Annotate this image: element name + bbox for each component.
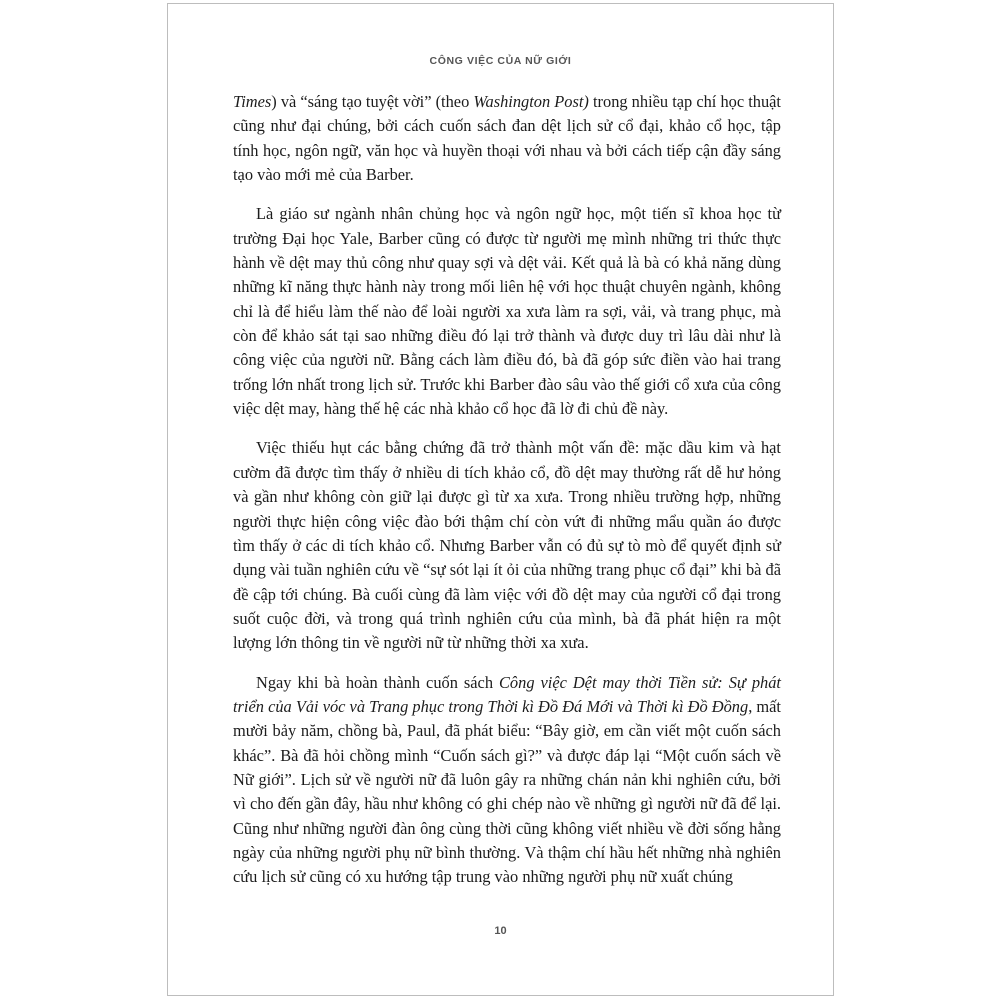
text-segment: Là giáo sư ngành nhân chủng học và ngôn ngữ học, một tiến sĩ khoa học từ trường Đại học Yale, Barber cũng có được từ người mẹ mình những tri thức thực hành về dệt may thủ công như quay sợi và dệt vải. Kết quả là bà có khả năng dùng những kĩ năng thực hành này trong mối liên hệ với học thuật chuyên ngành, không chỉ là để hiểu làm thế nào để loài người xa xưa làm ra sợi, vải, và trang phục, mà còn để khảo sát tại sao những điều đó lại trở thành và được duy trì lâu dài như là công việc của người nữ. Bằng cách làm điều đó, bà đã góp sức điền vào hai trang trống lớn nhất trong lịch sử. Trước khi Barber đào sâu vào thế giới cổ xưa của công việc dệt may, hàng thế hệ các nhà khảo cổ học đã lờ đi chủ đề này. [233, 204, 781, 419]
text-segment: trong nhiều tạp chí học thuật cũng như đại chúng, bởi cách cuốn sách đan dệt lịch sử cổ đại, khảo cổ học, tập tính học, ngôn ngữ, văn học và huyền thoại với nhau và bởi cách tiếp cận đầy sáng tạo vào mới mẻ của Barber. [233, 92, 781, 185]
body-text [233, 90, 781, 890]
paragraph [233, 90, 781, 187]
paragraph [233, 671, 781, 890]
text-segment: Việc thiếu hụt các bằng chứng đã trở thành một vấn đề: mặc dầu kim và hạt cườm đã được tìm thấy ở nhiều di tích khảo cổ, đồ dệt may thường rất dễ hư hỏng và gần như không còn giữ lại được gì từ xa xưa. Trong nhiều trường hợp, những người thực hiện công việc đào bới thậm chí còn vứt đi những mẩu quần áo được tìm thấy ở các di tích khảo cổ. Nhưng Barber vẫn có đủ sự tò mò để quyết định sử dụng vài tuần nghiên cứu về “sự sót lại ít ỏi của những trang phục cổ đại” khi bà đã đề cập tới chúng. Bà cuối cùng đã làm việc với đồ dệt may của người cổ đại trong suốt cuộc đời, và trong quá trình nghiên cứu của mình, bà đã phát hiện ra một lượng lớn thông tin về người nữ từ những thời xa xưa. [233, 438, 781, 653]
paragraph [233, 436, 781, 655]
italic-text-segment: Times [233, 92, 272, 111]
italic-text-segment: Công việc Dệt may thời Tiền sử: Sự phát triển của Vải vóc và Trang phục trong Thời kì Đồ Đá Mới và Thời kì Đồ Đồng [233, 672, 781, 716]
running-header: CÔNG VIỆC CỦA NỮ GIỚI [429, 55, 572, 67]
paragraph [233, 202, 781, 421]
text-segment: , mất mười bảy năm, chồng bà, Paul, đã phát biểu: “Bây giờ, em cần viết một cuốn sách khác”. Bà đã hỏi chồng mình “Cuốn sách gì?” và được đáp lại “Một cuốn sách về Nữ giới”. Lịch sử về người nữ đã luôn gây ra những chán nản khi nghiên cứu, bởi vì cho đến gần đây, hầu như không có ghi chép nào về những gì người nữ đã để lại. Cũng như những người đàn ông cùng thời cũng không viết nhiều về đời sống hằng ngày của những người phụ nữ bình thường. Và thậm chí hầu hết những nhà nghiên cứu lịch sử cũng có xu hướng tập trung vào những người phụ nữ xuất chúng [233, 696, 781, 887]
italic-text-segment: Washington Post) [473, 92, 589, 111]
text-segment: ) và “sáng tạo tuyệt vời” (theo [271, 92, 474, 111]
text-segment: Ngay khi bà hoàn thành cuốn sách [256, 672, 499, 692]
page-number: 10 [494, 925, 507, 937]
book-page [167, 3, 834, 996]
